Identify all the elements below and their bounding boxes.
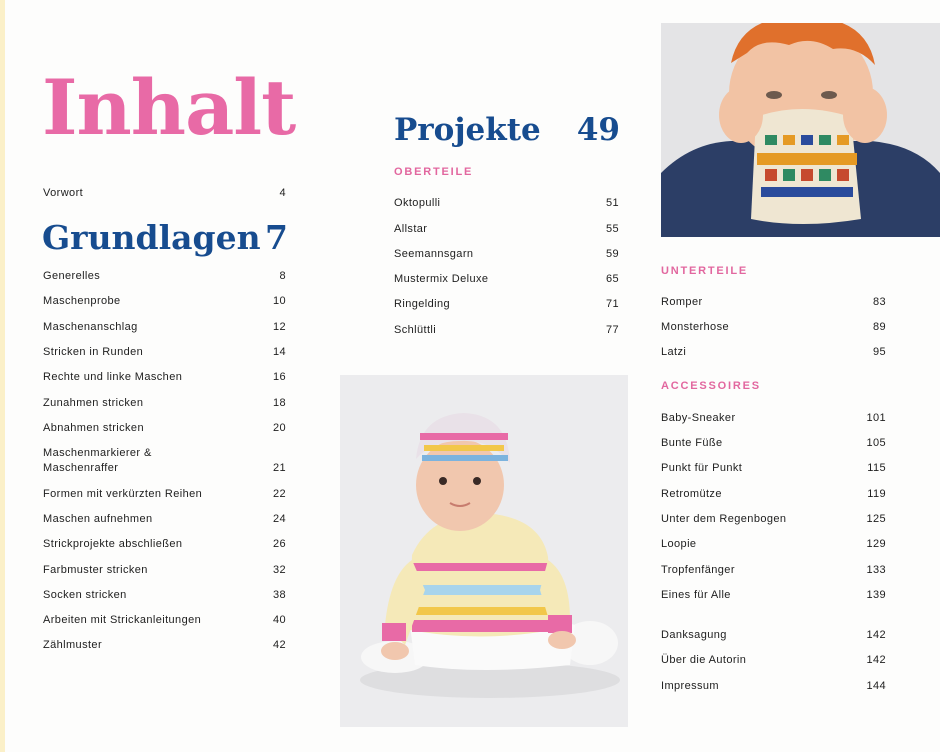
toc-entry-page: 38 bbox=[272, 589, 286, 601]
toc-entry-label: Romper bbox=[661, 296, 703, 308]
toc-entry-page: 18 bbox=[272, 397, 286, 409]
toc-entry-page: 77 bbox=[605, 324, 619, 336]
photo-baby-in-sweater bbox=[340, 375, 628, 727]
toc-entry-page: 32 bbox=[272, 564, 286, 576]
category-heading-accessoires: ACCESSOIRES bbox=[661, 380, 761, 392]
toc-entry-label: Zählmuster bbox=[43, 639, 103, 651]
toc-entry-label: Arbeiten mit Strickanleitungen bbox=[43, 614, 202, 626]
section-name: Projekte bbox=[394, 112, 541, 148]
toc-entry-page: 65 bbox=[605, 273, 619, 285]
toc-entry-label: Strickprojekte abschließen bbox=[43, 538, 183, 550]
toc-entry-label: Generelles bbox=[43, 270, 101, 282]
toc-entry-page: 89 bbox=[872, 321, 886, 333]
toc-entry-label: Baby-Sneaker bbox=[661, 412, 736, 424]
toc-entry-label: Maschenprobe bbox=[43, 295, 121, 307]
toc-entry-page: 142 bbox=[866, 654, 886, 666]
category-heading-unterteile: UNTERTEILE bbox=[661, 265, 749, 277]
toc-entry-page: 42 bbox=[272, 639, 286, 651]
toc-entry-page: 144 bbox=[866, 680, 886, 692]
toc-entry-label: Schlüttli bbox=[394, 324, 437, 336]
toc-entry-label: Formen mit verkürzten Reihen bbox=[43, 488, 203, 500]
toc-entry-page: 21 bbox=[272, 462, 286, 474]
section-heading-projekte[interactable] bbox=[394, 112, 620, 148]
toc-entry-label: Loopie bbox=[661, 538, 697, 550]
section-page: 49 bbox=[576, 112, 620, 148]
toc-entry-page: 83 bbox=[872, 296, 886, 308]
toc-entry-page: 105 bbox=[866, 437, 886, 449]
photo-boy-with-cowl bbox=[661, 23, 940, 237]
toc-entry-page: 14 bbox=[272, 346, 286, 358]
toc-entry-page: 40 bbox=[272, 614, 286, 626]
toc-entry-label: Punkt für Punkt bbox=[661, 462, 743, 474]
toc-entry-label: Latzi bbox=[661, 346, 687, 358]
toc-entry-page: 55 bbox=[605, 223, 619, 235]
toc-entry-page: 16 bbox=[272, 371, 286, 383]
toc-entry-page: 51 bbox=[605, 197, 619, 209]
toc-entry-page: 8 bbox=[279, 270, 286, 282]
toc-entry-label: Zunahmen stricken bbox=[43, 397, 144, 409]
toc-entry-label-line2: Maschenraffer bbox=[43, 462, 119, 474]
toc-entry-page: 95 bbox=[872, 346, 886, 358]
toc-entry-page: 4 bbox=[279, 187, 286, 199]
toc-entry-page: 129 bbox=[866, 538, 886, 550]
toc-entry-label: Bunte Füße bbox=[661, 437, 723, 449]
toc-entry-label: Oktopulli bbox=[394, 197, 441, 209]
toc-entry-label: Farbmuster stricken bbox=[43, 564, 148, 576]
section-heading-grundlagen[interactable] bbox=[42, 218, 288, 258]
section-name: Grundlagen bbox=[42, 218, 261, 257]
page-title: Inhalt bbox=[42, 63, 296, 152]
page-edge bbox=[0, 0, 5, 752]
toc-entry-label: Maschenanschlag bbox=[43, 321, 138, 333]
toc-entry-label: Allstar bbox=[394, 223, 428, 235]
section-page: 7 bbox=[265, 218, 288, 257]
toc-entry-page: 115 bbox=[867, 462, 886, 474]
toc-entry-page: 10 bbox=[272, 295, 286, 307]
toc-entry-page: 59 bbox=[605, 248, 619, 260]
toc-entry-label: Seemannsgarn bbox=[394, 248, 474, 260]
toc-entry-label: Socken stricken bbox=[43, 589, 127, 601]
toc-entry-page: 12 bbox=[272, 321, 286, 333]
toc-entry-label: Monsterhose bbox=[661, 321, 729, 333]
toc-entry-page: 133 bbox=[866, 564, 886, 576]
toc-entry-page: 24 bbox=[272, 513, 286, 525]
toc-entry-label: Impressum bbox=[661, 680, 719, 692]
toc-entry-label: Retromütze bbox=[661, 488, 722, 500]
toc-entry-page: 142 bbox=[866, 629, 886, 641]
toc-entry-label: Abnahmen stricken bbox=[43, 422, 144, 434]
toc-entry-label: Unter dem Regenbogen bbox=[661, 513, 787, 525]
toc-entry-label: Tropfenfänger bbox=[661, 564, 735, 576]
toc-entry-label: Maschen aufnehmen bbox=[43, 513, 153, 525]
toc-entry-page: 101 bbox=[866, 412, 886, 424]
toc-entry-page: 139 bbox=[866, 589, 886, 601]
toc-entry-label: Mustermix Deluxe bbox=[394, 273, 489, 285]
toc-entry-label: Ringelding bbox=[394, 298, 450, 310]
toc-entry-label: Vorwort bbox=[43, 187, 84, 199]
toc-entry-label: Stricken in Runden bbox=[43, 346, 144, 358]
toc-entry-label: Danksagung bbox=[661, 629, 727, 641]
category-heading-oberteile: OBERTEILE bbox=[394, 166, 474, 178]
toc-entry-page: 125 bbox=[866, 513, 886, 525]
toc-entry-page: 26 bbox=[272, 538, 286, 550]
toc-entry-label: Maschenmarkierer & bbox=[43, 447, 152, 459]
toc-entry-page: 71 bbox=[605, 298, 619, 310]
toc-entry-label: Rechte und linke Maschen bbox=[43, 371, 183, 383]
toc-entry-page: 119 bbox=[867, 488, 886, 500]
toc-entry-label: Eines für Alle bbox=[661, 589, 731, 601]
toc-entry-page: 20 bbox=[272, 422, 286, 434]
toc-entry-page: 22 bbox=[272, 488, 286, 500]
toc-entry-label: Über die Autorin bbox=[661, 654, 747, 666]
